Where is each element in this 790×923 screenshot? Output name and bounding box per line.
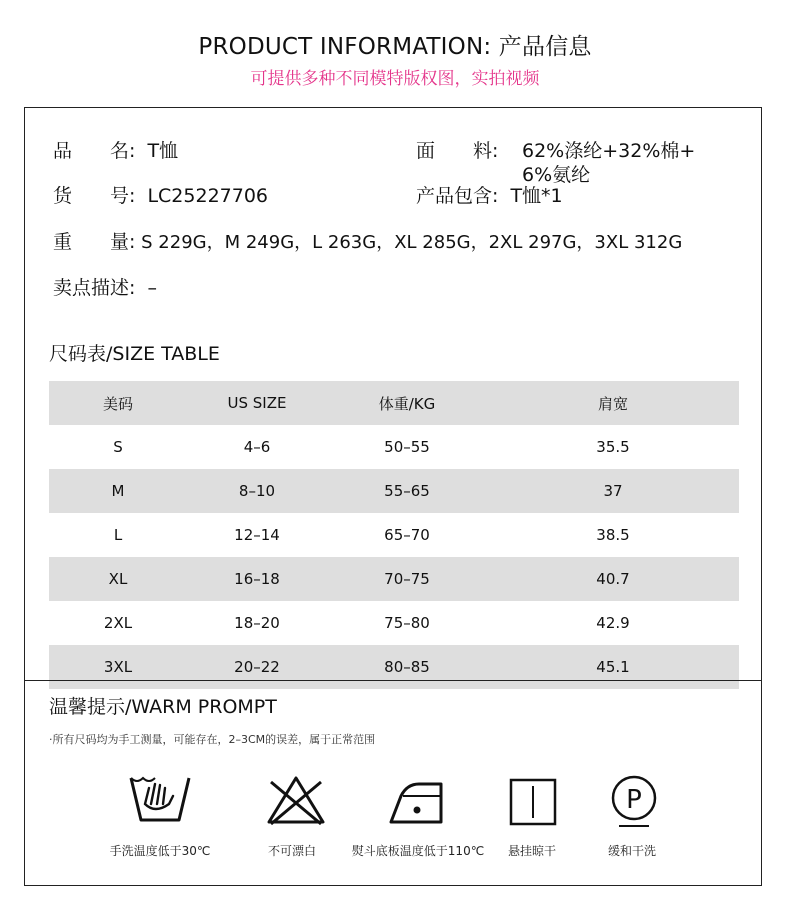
table-cell: S	[113, 438, 123, 456]
weight-label: 重 量:	[53, 231, 136, 253]
no-bleach-icon	[261, 770, 331, 830]
hand-wash-icon	[125, 770, 195, 830]
iron-icon	[383, 770, 453, 830]
hang-dry-label: 悬挂晾干	[507, 844, 556, 858]
table-cell: 37	[487, 469, 739, 513]
includes-label: 产品包含:	[416, 185, 499, 207]
table-cell: 75–80	[384, 614, 430, 632]
name-label: 品 名:	[53, 140, 136, 162]
hand-wash-label: 手洗温度低于30℃	[109, 844, 211, 858]
table-cell: M	[49, 469, 187, 513]
table-row	[49, 645, 739, 689]
table-row	[49, 469, 739, 513]
table-cell: 50–55	[384, 438, 430, 456]
selling-label: 卖点描述:	[53, 277, 136, 299]
table-cell: 55–65	[327, 469, 487, 513]
fabric-label: 面 料:	[416, 140, 499, 162]
dry-clean-label: 缓和干洗	[607, 844, 656, 858]
table-cell: 4–6	[243, 438, 271, 456]
table-cell: 16–18	[187, 557, 327, 601]
size-table	[49, 381, 739, 689]
table-cell: 38.5	[596, 526, 630, 544]
no-bleach-label: 不可漂白	[267, 844, 316, 858]
weight-value: S 229G，M 249G，L 263G，XL 285G，2XL 297G，3XL 312G	[141, 232, 683, 253]
table-row	[49, 425, 739, 469]
table-cell: 42.9	[596, 614, 630, 632]
includes-row	[416, 184, 563, 208]
col-header: US SIZE	[187, 381, 327, 425]
dry-clean-symbol: P	[626, 785, 642, 815]
name-row	[53, 139, 178, 163]
table-cell: 2XL	[103, 614, 133, 632]
table-cell: 45.1	[487, 645, 739, 689]
measurement-note: ·所有尺码均为手工测量，可能存在，2–3CM的误差，属于正常范围	[49, 733, 376, 746]
table-header-row	[49, 381, 739, 425]
page-title: PRODUCT INFORMATION: 产品信息	[198, 34, 592, 60]
table-cell: 35.5	[596, 438, 630, 456]
table-row	[49, 513, 739, 557]
hang-dry-icon	[498, 770, 568, 830]
item-value: LC25227706	[147, 185, 269, 207]
table-cell: 8–10	[187, 469, 327, 513]
table-cell: 40.7	[487, 557, 739, 601]
table-cell: 20–22	[187, 645, 327, 689]
table-cell: 80–85	[327, 645, 487, 689]
selling-value: –	[147, 277, 157, 299]
table-cell: XL	[49, 557, 187, 601]
table-row	[49, 601, 739, 645]
table-cell: 70–75	[327, 557, 487, 601]
item-label: 货 号:	[53, 185, 136, 207]
item-row	[53, 184, 268, 208]
fabric-value-line2: 6%氨纶	[522, 164, 591, 186]
table-cell: 18–20	[234, 614, 280, 632]
table-cell: 3XL	[49, 645, 187, 689]
page-subtitle: 可提供多种不同模特版权图，实拍视频	[250, 69, 540, 89]
fabric-value-line1: 62%涤纶+32%棉+	[522, 140, 696, 162]
name-value: T恤	[147, 140, 179, 162]
table-cell: L	[113, 526, 123, 544]
table-row	[49, 557, 739, 601]
includes-value: T恤*1	[510, 185, 563, 207]
dry-clean-icon	[599, 770, 669, 830]
prompt-title: 温馨提示/WARM PROMPT	[49, 696, 277, 718]
selling-row	[53, 276, 157, 300]
table-cell: 12–14	[234, 526, 280, 544]
size-table-title: 尺码表/SIZE TABLE	[49, 343, 220, 365]
col-header: 肩宽	[487, 381, 739, 425]
fabric-row	[416, 139, 498, 163]
weight-row	[53, 230, 682, 255]
iron-label: 熨斗底板温度低于110℃	[351, 844, 485, 858]
col-header: 美码	[49, 381, 187, 425]
table-cell: 65–70	[384, 526, 430, 544]
fabric-value	[522, 139, 695, 187]
section-divider	[25, 680, 761, 681]
col-header: 体重/KG	[327, 381, 487, 425]
